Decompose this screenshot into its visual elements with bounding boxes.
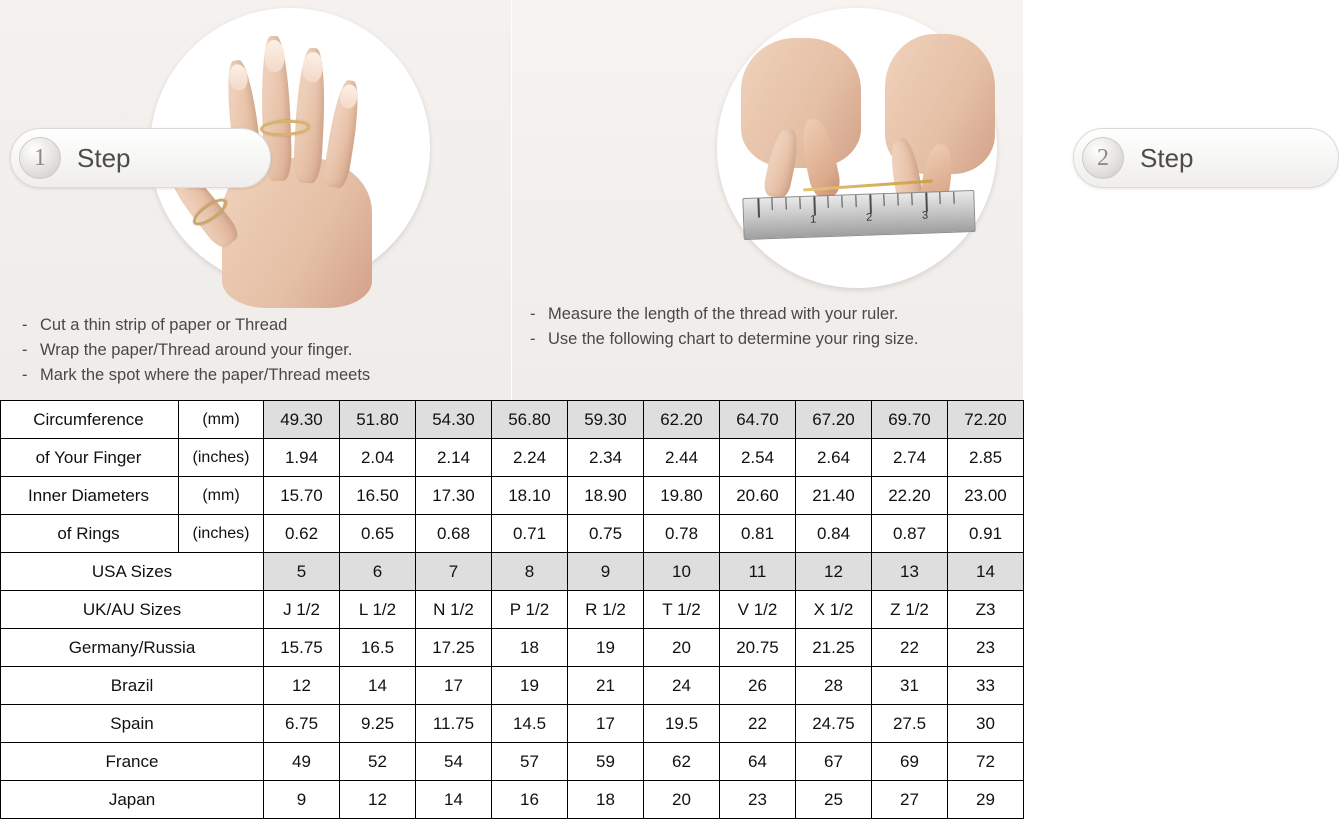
cell: R 1/2 [568, 591, 644, 629]
cell: 72.20 [948, 401, 1024, 439]
cell: 57 [492, 743, 568, 781]
cell: 2.64 [796, 439, 872, 477]
cell: 17 [568, 705, 644, 743]
cell: 20.60 [720, 477, 796, 515]
table-row [1, 667, 1024, 705]
step-1-badge [10, 128, 271, 188]
cell: 59 [568, 743, 644, 781]
cell: 22 [872, 629, 948, 667]
step-1-label: Step [77, 142, 131, 173]
table-row [1, 439, 1024, 477]
cell: 23 [720, 781, 796, 819]
cell: J 1/2 [264, 591, 340, 629]
cell: 0.87 [872, 515, 948, 553]
cell: 30 [948, 705, 1024, 743]
cell: 49.30 [264, 401, 340, 439]
cell: 26 [720, 667, 796, 705]
cell: 14 [948, 553, 1024, 591]
cell: 15.75 [264, 629, 340, 667]
cell: 18 [568, 781, 644, 819]
cell: 56.80 [492, 401, 568, 439]
cell: 22 [720, 705, 796, 743]
cell: 24.75 [796, 705, 872, 743]
row-label-france: France [1, 743, 264, 781]
step-1-instruction-3: Mark the spot where the paper/Thread meets [40, 366, 371, 384]
cell: 18.10 [492, 477, 568, 515]
cell: 0.81 [720, 515, 796, 553]
cell: Z3 [948, 591, 1024, 629]
cell: 0.65 [340, 515, 416, 553]
cell: 28 [796, 667, 872, 705]
bullet-dash: - [530, 305, 536, 323]
cell: 18 [492, 629, 568, 667]
table-row [1, 781, 1024, 819]
fingernail [338, 83, 359, 109]
cell: 0.62 [264, 515, 340, 553]
cell: 13 [872, 553, 948, 591]
cell: 9 [264, 781, 340, 819]
ring-size-chart-table [0, 400, 1024, 819]
cell: 67.20 [796, 401, 872, 439]
cell: 9.25 [340, 705, 416, 743]
cell: 17.25 [416, 629, 492, 667]
row-unit-inches: (inches) [179, 439, 264, 477]
cell: 19 [492, 667, 568, 705]
step-1-instruction-1: Cut a thin strip of paper or Thread [40, 316, 288, 334]
cell: 27.5 [872, 705, 948, 743]
cell: 0.68 [416, 515, 492, 553]
cell: 14 [340, 667, 416, 705]
ruler-tick [799, 197, 800, 209]
cell: 62.20 [644, 401, 720, 439]
cell: 62 [644, 743, 720, 781]
cell: T 1/2 [644, 591, 720, 629]
cell: 9 [568, 553, 644, 591]
cell: 16 [492, 781, 568, 819]
ruler-tick [757, 198, 760, 217]
cell: 12 [796, 553, 872, 591]
cell: 2.54 [720, 439, 796, 477]
cell: 12 [340, 781, 416, 819]
cell: 67 [796, 743, 872, 781]
step-2-instructions [530, 302, 1020, 352]
table-row [1, 629, 1024, 667]
step-1-instruction-2: Wrap the paper/Thread around your finger. [40, 341, 353, 359]
cell: 21 [568, 667, 644, 705]
cell: 2.24 [492, 439, 568, 477]
step-2-photo [717, 8, 997, 288]
cell: 29 [948, 781, 1024, 819]
cell: P 1/2 [492, 591, 568, 629]
cell: 2.74 [872, 439, 948, 477]
row-label-japan: Japan [1, 781, 264, 819]
measuring-illustration [717, 8, 997, 288]
row-label-circumference-line2: of Your Finger [1, 439, 179, 477]
cell: 18.90 [568, 477, 644, 515]
cell: L 1/2 [340, 591, 416, 629]
cell: 69.70 [872, 401, 948, 439]
cell: 6 [340, 553, 416, 591]
ruler-tick [883, 194, 884, 206]
cell: 21.40 [796, 477, 872, 515]
cell: 52 [340, 743, 416, 781]
bullet-dash: - [22, 341, 28, 359]
cell: 25 [796, 781, 872, 819]
cell: 0.84 [796, 515, 872, 553]
cell: 2.85 [948, 439, 1024, 477]
cell: 59.30 [568, 401, 644, 439]
step-2-number: 2 [1082, 137, 1124, 179]
cell: 20 [644, 781, 720, 819]
table-row [1, 401, 1024, 439]
cell: 2.14 [416, 439, 492, 477]
row-label-germany-russia: Germany/Russia [1, 629, 264, 667]
ruler-tick [771, 198, 772, 210]
cell: 17 [416, 667, 492, 705]
cell: 64 [720, 743, 796, 781]
cell: 54 [416, 743, 492, 781]
cell: 0.91 [948, 515, 1024, 553]
cell: 10 [644, 553, 720, 591]
table-row [1, 705, 1024, 743]
step-2-instruction-1: Measure the length of the thread with your ruler. [548, 305, 899, 323]
ruler-tick [939, 192, 940, 204]
cell: 20 [644, 629, 720, 667]
cell: 6.75 [264, 705, 340, 743]
bullet-dash: - [22, 316, 28, 334]
ruler-tick [911, 193, 912, 205]
step-2-instruction-2: Use the following chart to determine your ring size. [548, 330, 919, 348]
steps-section [0, 0, 1194, 400]
row-label-spain: Spain [1, 705, 264, 743]
ruler [742, 190, 975, 240]
cell: 49 [264, 743, 340, 781]
cell: 16.5 [340, 629, 416, 667]
ruler-tick [827, 196, 828, 208]
bullet-dash: - [530, 330, 536, 348]
cell: 72 [948, 743, 1024, 781]
cell: 2.44 [644, 439, 720, 477]
ruler-number-2: 2 [865, 211, 873, 224]
row-label-inner-diameter-line1: Inner Diameters [1, 477, 179, 515]
cell: 12 [264, 667, 340, 705]
row-label-usa-sizes: USA Sizes [1, 553, 264, 591]
cell: 51.80 [340, 401, 416, 439]
cell: 0.75 [568, 515, 644, 553]
table-row [1, 553, 1024, 591]
fingernail [227, 63, 249, 91]
cell: 5 [264, 553, 340, 591]
bullet-dash: - [22, 366, 28, 384]
step-1-number: 1 [19, 137, 61, 179]
cell: 16.50 [340, 477, 416, 515]
cell: 19.5 [644, 705, 720, 743]
cell: 22.20 [872, 477, 948, 515]
ruler-number-3: 3 [921, 209, 929, 222]
cell: 24 [644, 667, 720, 705]
row-label-circumference-line1: Circumference [1, 401, 179, 439]
table-row [1, 477, 1024, 515]
cell: 14.5 [492, 705, 568, 743]
cell: 15.70 [264, 477, 340, 515]
table-row [1, 515, 1024, 553]
step-panel-2 [511, 0, 1194, 400]
ruler-tick [855, 195, 856, 207]
cell: 33 [948, 667, 1024, 705]
cell: V 1/2 [720, 591, 796, 629]
step-1-instructions [22, 313, 492, 388]
left-hand-shape [741, 38, 861, 168]
step-panel-1 [0, 0, 511, 400]
ruler-number-1: 1 [809, 213, 817, 226]
cell: 17.30 [416, 477, 492, 515]
cell: 64.70 [720, 401, 796, 439]
cell: Z 1/2 [872, 591, 948, 629]
cell: 0.71 [492, 515, 568, 553]
cell: 19 [568, 629, 644, 667]
cell: 2.34 [568, 439, 644, 477]
row-unit-mm: (mm) [179, 477, 264, 515]
cell: 21.25 [796, 629, 872, 667]
ruler-tick [953, 192, 954, 204]
row-unit-inches: (inches) [179, 515, 264, 553]
cell: 23 [948, 629, 1024, 667]
ruler-tick [841, 196, 842, 208]
row-label-inner-diameter-line2: of Rings [1, 515, 179, 553]
finger-pinky [322, 79, 364, 190]
cell: 11.75 [416, 705, 492, 743]
cell: 20.75 [720, 629, 796, 667]
cell: 69 [872, 743, 948, 781]
fingernail [302, 52, 323, 83]
step-2-label: Step [1140, 142, 1194, 173]
cell: 8 [492, 553, 568, 591]
row-unit-mm: (mm) [179, 401, 264, 439]
cell: N 1/2 [416, 591, 492, 629]
cell: 7 [416, 553, 492, 591]
cell: 14 [416, 781, 492, 819]
ruler-tick [897, 194, 898, 206]
table-row [1, 743, 1024, 781]
cell: 23.00 [948, 477, 1024, 515]
row-label-uk-au-sizes: UK/AU Sizes [1, 591, 264, 629]
cell: 0.78 [644, 515, 720, 553]
cell: 27 [872, 781, 948, 819]
cell: 2.04 [340, 439, 416, 477]
cell: 1.94 [264, 439, 340, 477]
fingernail [264, 40, 285, 73]
table-row [1, 591, 1024, 629]
cell: 54.30 [416, 401, 492, 439]
ruler-tick [785, 198, 786, 210]
step-2-badge [1073, 128, 1339, 188]
cell: 19.80 [644, 477, 720, 515]
cell: X 1/2 [796, 591, 872, 629]
cell: 31 [872, 667, 948, 705]
row-label-brazil: Brazil [1, 667, 264, 705]
cell: 11 [720, 553, 796, 591]
